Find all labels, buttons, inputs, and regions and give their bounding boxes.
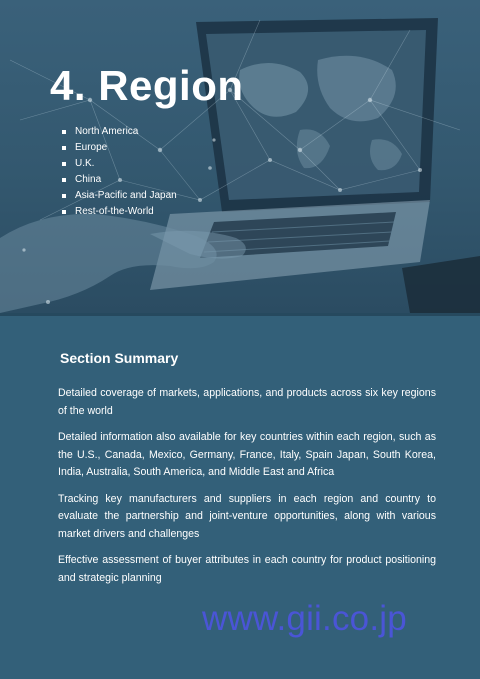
website-watermark: www.gii.co.jp (202, 599, 407, 638)
summary-paragraph: Effective assessment of buyer attributes in each country for product positioning and strategic planning (58, 554, 436, 584)
hero-banner (0, 0, 480, 313)
page-title: 4. Region (50, 62, 244, 109)
region-item: North America (62, 124, 177, 140)
summary-paragraph: Detailed coverage of markets, applications, and products across six key regions of the world (58, 387, 436, 417)
region-item: China (62, 172, 177, 188)
summary-body (58, 385, 436, 596)
region-item: Asia-Pacific and Japan (62, 188, 177, 204)
summary-heading: Section Summary (60, 350, 179, 366)
region-item: U.K. (62, 156, 177, 172)
summary-paragraph: Detailed information also available for key countries within each region, such as the U.S., Canada, Mexico, Germany, France, Italy, Spain Japan, South Korea, India, Australia, South America, and Middle East and Africa (58, 431, 436, 478)
region-item: Rest-of-the-World (62, 204, 177, 220)
region-list (62, 124, 177, 220)
region-item: Europe (62, 140, 177, 156)
summary-paragraph: Tracking key manufacturers and suppliers in each region and country to evaluate the partnership and joint-venture opportunities, along with various market drivers and challenges (58, 492, 436, 540)
section-summary (0, 316, 480, 679)
